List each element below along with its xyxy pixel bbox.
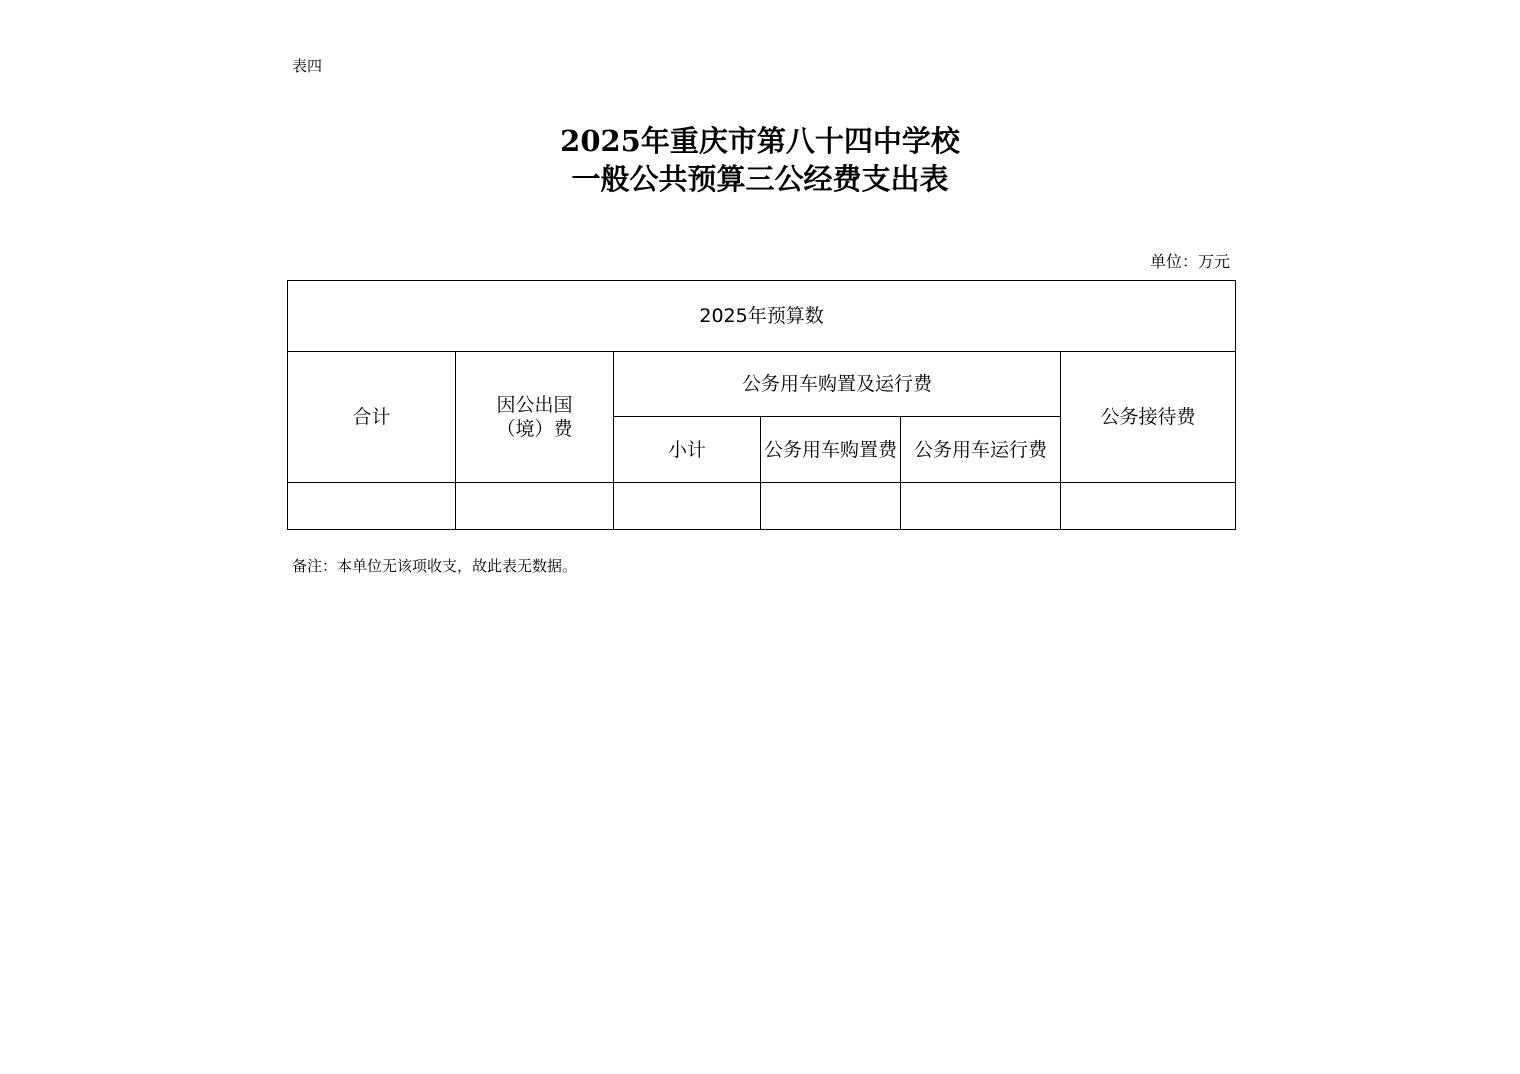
header-abroad-expense <box>456 352 614 483</box>
cell-vehicle-subtotal <box>614 483 761 530</box>
header-abroad-expense-label: 因公出国（境）费 <box>496 394 573 440</box>
title-line-1: 2025年重庆市第八十四中学校 <box>560 124 960 158</box>
cell-vehicle-purchase <box>761 483 901 530</box>
title-line-2: 一般公共预算三公经费支出表 <box>571 162 949 196</box>
cell-total <box>288 483 456 530</box>
header-total: 合计 <box>288 352 456 483</box>
table-row <box>288 483 1236 530</box>
table-header-row-group <box>288 352 1236 417</box>
budget-table <box>287 280 1236 530</box>
document-title <box>0 122 1520 198</box>
header-vehicle-operation: 公务用车运行费 <box>901 417 1061 483</box>
cell-vehicle-operation <box>901 483 1061 530</box>
table-note: 备注：本单位无该项收支，故此表无数据。 <box>292 557 578 575</box>
header-vehicle-subtotal: 小计 <box>614 417 761 483</box>
header-vehicle-purchase: 公务用车购置费 <box>761 417 901 483</box>
header-reception-expense: 公务接待费 <box>1061 352 1236 483</box>
table-number-label: 表四 <box>292 57 323 75</box>
cell-abroad-expense <box>456 483 614 530</box>
cell-reception-expense <box>1061 483 1236 530</box>
table-header-row-top <box>288 281 1236 352</box>
header-budget-year: 2025年预算数 <box>288 281 1236 352</box>
header-vehicle-group: 公务用车购置及运行费 <box>614 352 1061 417</box>
unit-label: 单位：万元 <box>1149 252 1230 271</box>
